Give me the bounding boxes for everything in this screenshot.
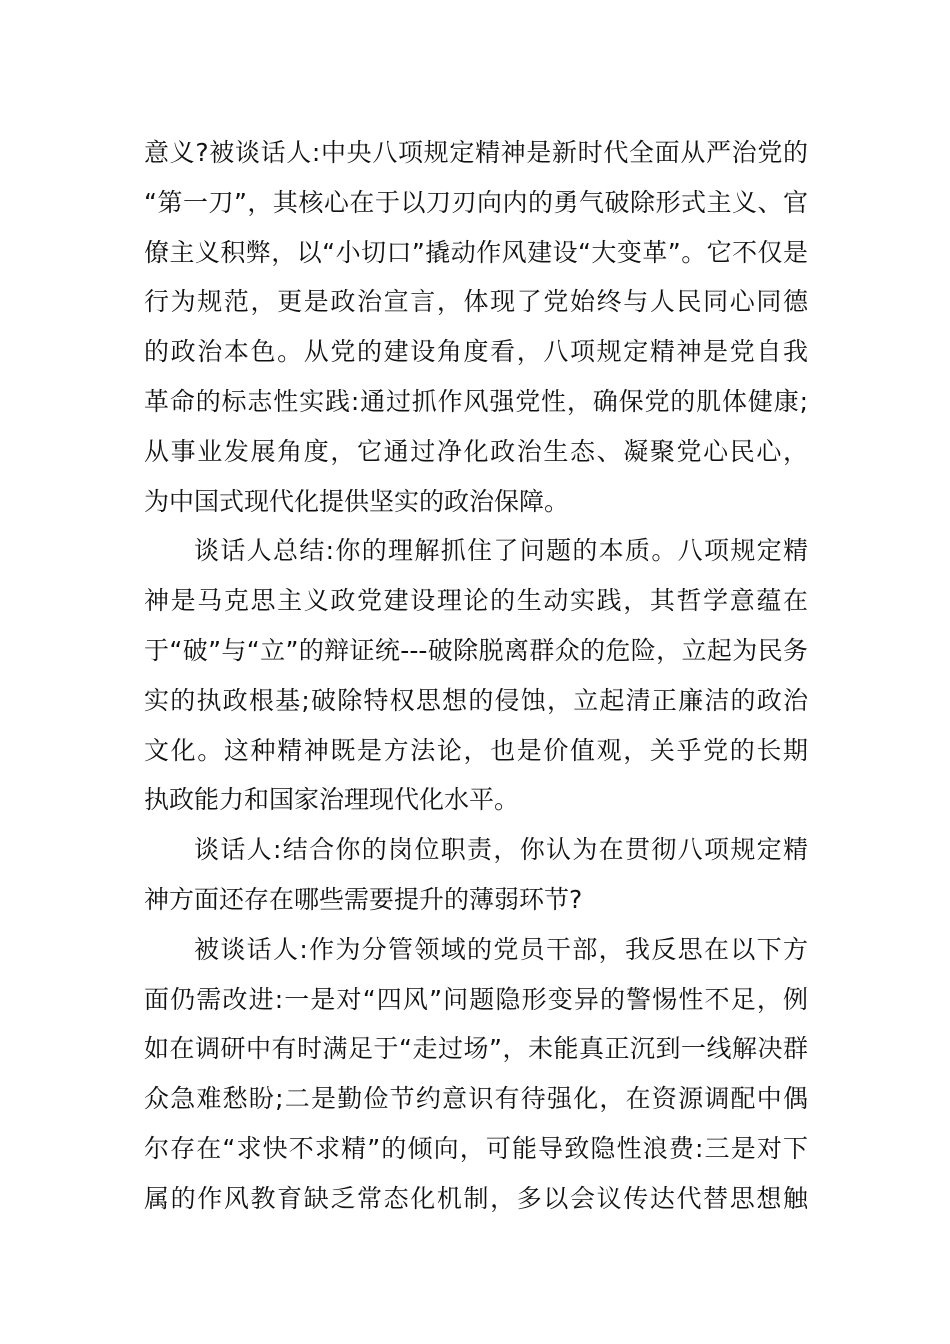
text-line: 于“破”与“立”的辩证统---破除脱离群众的危险，立起为民务 xyxy=(144,635,808,665)
text-line: 行为规范，更是政治宣言，体现了党始终与人民同心同德 xyxy=(144,287,808,317)
text-line: 执政能力和国家治理现代化水平。 xyxy=(144,785,520,815)
text-line: 属的作风教育缺乏常态化机制，多以会议传达代替思想触 xyxy=(144,1183,808,1213)
text-line: “第一刀”，其核心在于以刀刃向内的勇气破除形式主义、官 xyxy=(144,187,808,217)
text-line: 被谈话人:作为分管领域的党员干部，我反思在以下方 xyxy=(194,934,808,964)
text-line: 僚主义积弊，以“小切口”撬动作风建设“大变革”。它不仅是 xyxy=(144,237,808,267)
text-line: 神是马克思主义政党建设理论的生动实践，其哲学意蕴在 xyxy=(144,586,808,616)
text-line: 革命的标志性实践:通过抓作风强党性，确保党的肌体健康; xyxy=(144,386,808,416)
text-line: 从事业发展角度，它通过净化政治生态、凝聚党心民心， xyxy=(144,436,808,466)
text-line: 为中国式现代化提供坚实的政治保障。 xyxy=(144,486,570,516)
text-line: 谈话人:结合你的岗位职责，你认为在贯彻八项规定精 xyxy=(194,835,808,865)
text-line: 神方面还存在哪些需要提升的薄弱环节? xyxy=(144,884,583,914)
text-line: 实的执政根基;破除特权思想的侵蚀，立起清正廉洁的政治 xyxy=(144,685,808,715)
text-line: 意义?被谈话人:中央八项规定精神是新时代全面从严治党的 xyxy=(144,138,808,167)
text-line: 尔存在“求快不求精”的倾向，可能导致隐性浪费:三是对下 xyxy=(144,1133,808,1163)
text-line: 的政治本色。从党的建设角度看，八项规定精神是党自我 xyxy=(144,337,808,367)
text-line: 文化。这种精神既是方法论，也是价值观，关乎党的长期 xyxy=(144,735,808,765)
text-line: 谈话人总结:你的理解抓住了问题的本质。八项规定精 xyxy=(194,536,808,566)
document-body xyxy=(144,128,808,1224)
text-line: 如在调研中有时满足于“走过场”，未能真正沉到一线解决群 xyxy=(144,1034,808,1064)
text-line: 众急难愁盼;二是勤俭节约意识有待强化，在资源调配中偶 xyxy=(144,1084,808,1114)
text-line: 面仍需改进:一是对“四风”问题隐形变异的警惕性不足，例 xyxy=(144,984,808,1014)
